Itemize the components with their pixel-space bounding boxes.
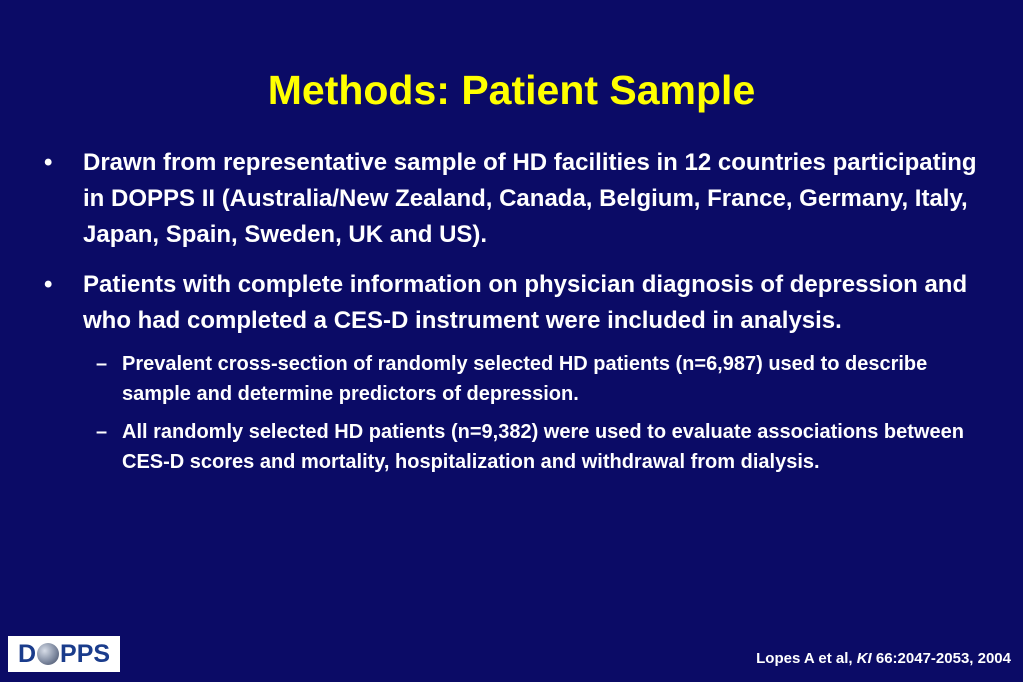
logo-text-right: PPS bbox=[60, 639, 111, 668]
citation-journal: KI bbox=[856, 650, 872, 667]
logo-text-left: D bbox=[17, 639, 37, 668]
bullet-text: Drawn from representative sample of HD facilities in 12 countries participating in DOPPS II (Australia/New Zealand, Canada, Belgium, France, Germany, Italy, Japan, Spain, Sweden, UK and US). bbox=[83, 149, 977, 248]
bullet-item bbox=[40, 145, 990, 253]
sub-bullet-item bbox=[40, 349, 990, 409]
bullet-icon: • bbox=[44, 149, 53, 176]
bullet-icon: • bbox=[44, 271, 53, 298]
citation-suffix: 66:2047-2053, 2004 bbox=[871, 650, 1011, 667]
bullet-text: Patients with complete information on physician diagnosis of depression and who had completed a CES-D instrument were included in analysis. bbox=[83, 271, 968, 334]
sub-bullet-text: Prevalent cross-section of randomly selected HD patients (n=6,987) used to describe sample and determine predictors of depression. bbox=[122, 353, 928, 405]
dash-icon: – bbox=[96, 421, 108, 443]
bullet-list bbox=[40, 145, 990, 485]
sub-bullet-text: All randomly selected HD patients (n=9,382) were used to evaluate associations between CES-D scores and mortality, hospitalization and withdrawal from dialysis. bbox=[122, 421, 964, 473]
citation-prefix: Lopes A et al, bbox=[756, 650, 857, 667]
sub-bullet-list bbox=[40, 349, 990, 477]
slide-title: Methods: Patient Sample bbox=[267, 67, 756, 113]
globe-icon bbox=[37, 643, 59, 665]
sub-bullet-item bbox=[40, 417, 990, 477]
dopps-logo bbox=[8, 636, 120, 672]
bullet-item bbox=[40, 267, 990, 339]
citation bbox=[756, 650, 1011, 667]
dash-icon: – bbox=[96, 353, 108, 375]
